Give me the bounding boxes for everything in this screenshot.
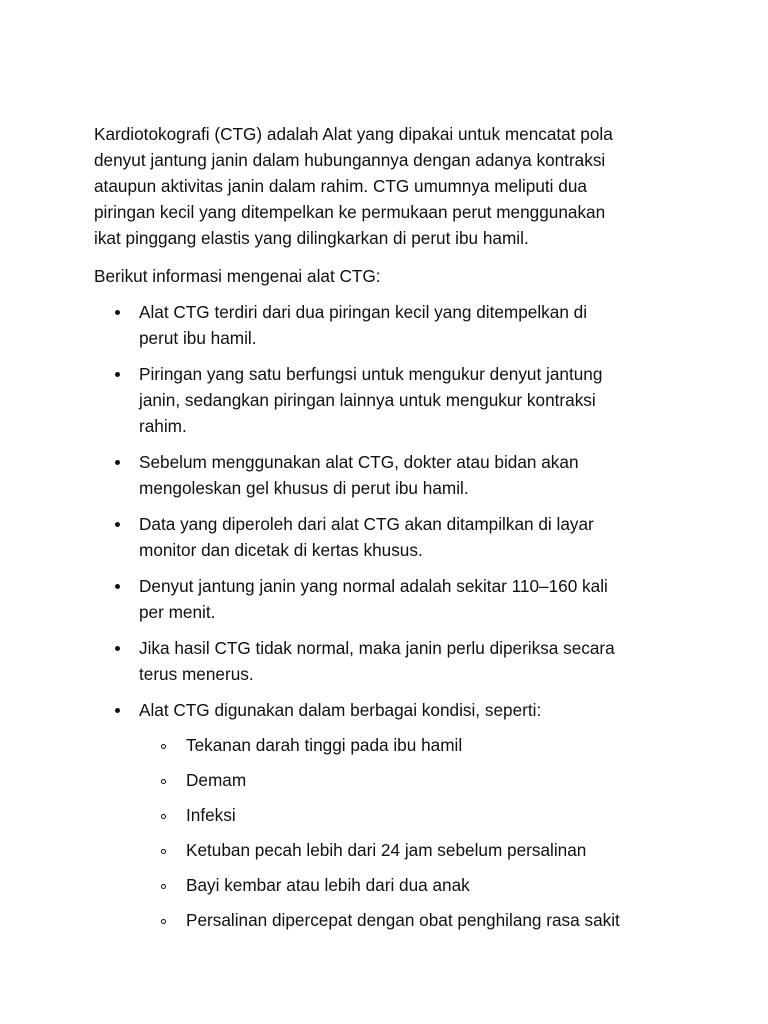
sub-bullet-icon [161,744,166,749]
sub-list-item-text: Persalinan dipercepat dengan obat penghilang rasa sakit [186,910,620,930]
list-item [94,635,674,687]
info-heading: Berikut informasi mengenai alat CTG: [94,266,381,286]
document-content [94,121,674,943]
list-item-text: Alat CTG terdiri dari dua piringan kecil yang ditempelkan di perut ibu hamil. [139,302,588,348]
bullet-icon [115,310,120,315]
intro-paragraph: Kardiotokografi (CTG) adalah Alat yang dipakai untuk mencatat pola denyut jantung janin dalam hubungannya dengan adanya kontraksi ataupun aktivitas janin dalam rahim. CTG umumnya meliputi dua piringan kecil yang ditempelkan ke permukaan perut menggunakan ikat pinggang elastis yang dilingkarkan di perut ibu hamil. [94,124,613,248]
sub-bullet-icon [161,884,166,889]
list-item [94,299,674,351]
bullet-icon [115,372,120,377]
list-item-text: Data yang diperoleh dari alat CTG akan ditampilkan di layar monitor dan dicetak di kertas khusus. [139,514,594,560]
bullet-icon [115,646,120,651]
sub-list-item [139,907,674,933]
sub-list-item [139,732,674,758]
sub-list-item [139,802,674,828]
list-item-text: Denyut jantung janin yang normal adalah sekitar 110–160 kali per menit. [139,576,608,622]
bullet-icon [115,522,120,527]
info-bullet-list [94,299,674,933]
condition-sub-list [139,732,674,933]
sub-list-item-text: Infeksi [186,805,236,825]
sub-list-item-text: Demam [186,770,247,790]
sub-list-item-text: Ketuban pecah lebih dari 24 jam sebelum persalinan [186,840,587,860]
list-item-text: Piringan yang satu berfungsi untuk mengukur denyut jantung janin, sedangkan piringan lainnya untuk mengukur kontraksi rahim. [139,364,603,436]
sub-list-item [139,872,674,898]
list-item [94,697,674,933]
bullet-icon [115,460,120,465]
sub-bullet-icon [161,849,166,854]
list-item-text: Alat CTG digunakan dalam berbagai kondisi, seperti: [139,700,542,720]
list-item [94,511,674,563]
bullet-icon [115,584,120,589]
list-item-text: Jika hasil CTG tidak normal, maka janin perlu diperiksa secara terus menerus. [139,638,615,684]
sub-list-item [139,767,674,793]
sub-list-item [139,837,674,863]
sub-bullet-icon [161,919,166,924]
sub-bullet-icon [161,779,166,784]
list-item-text: Sebelum menggunakan alat CTG, dokter atau bidan akan mengoleskan gel khusus di perut ibu hamil. [139,452,579,498]
list-item [94,449,674,501]
list-item [94,573,674,625]
sub-bullet-icon [161,814,166,819]
list-item [94,361,674,439]
sub-list-item-text: Bayi kembar atau lebih dari dua anak [186,875,470,895]
bullet-icon [115,708,120,713]
sub-list-item-text: Tekanan darah tinggi pada ibu hamil [186,735,463,755]
